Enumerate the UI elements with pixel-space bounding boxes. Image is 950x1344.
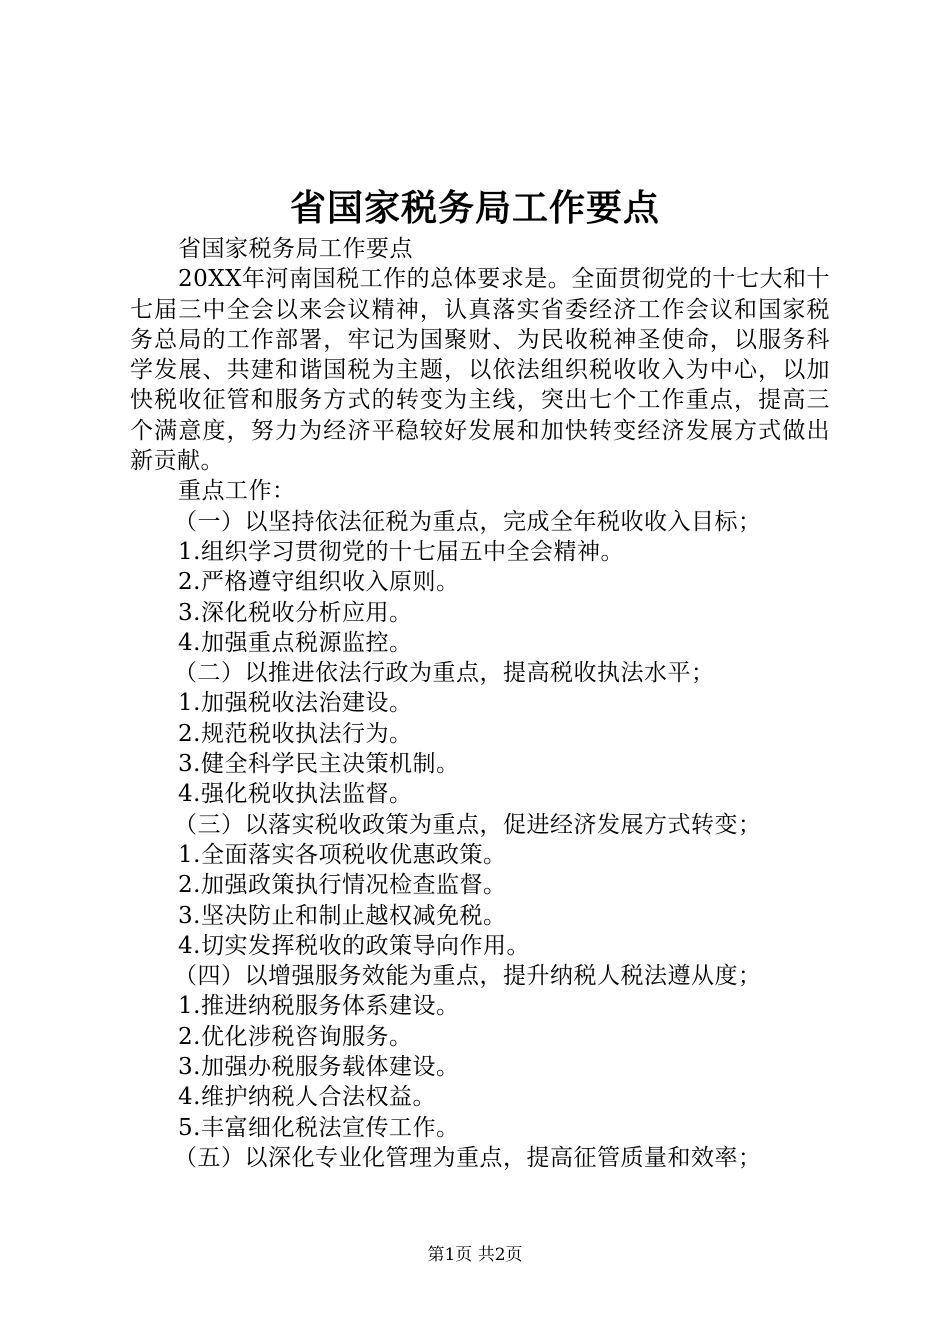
subtitle: 省国家税务局工作要点 bbox=[178, 236, 413, 262]
section-heading: （四）以增强服务效能为重点，提升纳税人税法遵从度； bbox=[174, 963, 762, 990]
list-item: 3.加强办税服务载体建设。 bbox=[178, 1054, 460, 1081]
intro-paragraph: 20XX年河南国税工作的总体要求是。全面贯彻党的十七大和十七届三中全会以来会议精神，认真落实省委经济工作会议和国家税务总局的工作部署，牢记为国聚财、为民收税神圣使命，以服务科学发展、共建和谐国税为主题，以依法组织税收收入为中心，以加快税收征管和服务方式的转变为主线，突出七个工作重点，提高三个满意度，努力为经济平稳较好发展和加快转变经济发展方式做出新贡献。 bbox=[130, 266, 830, 475]
document-body bbox=[130, 234, 830, 1173]
section-heading: （二）以推进依法行政为重点，提高税收执法水平； bbox=[174, 660, 715, 687]
document-title: 省国家税务局工作要点 bbox=[289, 187, 660, 229]
list-item: 4.切实发挥税收的政策导向作用。 bbox=[178, 932, 530, 959]
list-item: 3.坚决防止和制止越权减免税。 bbox=[178, 902, 507, 929]
list-item: 1.加强税收法治建设。 bbox=[178, 690, 413, 717]
section-heading: （一）以坚持依法征税为重点，完成全年税收收入目标； bbox=[174, 508, 762, 535]
list-item: 3.健全科学民主决策机制。 bbox=[178, 751, 460, 778]
list-item: 2.规范税收执法行为。 bbox=[178, 720, 413, 747]
list-item: 4.加强重点税源监控。 bbox=[178, 629, 413, 656]
list-item: 2.严格遵守组织收入原则。 bbox=[178, 569, 460, 596]
list-item: 2.加强政策执行情况检查监督。 bbox=[178, 872, 507, 899]
section-heading: （三）以落实税收政策为重点，促进经济发展方式转变； bbox=[174, 811, 762, 838]
key-work-label: 重点工作： bbox=[178, 478, 296, 505]
list-item: 3.深化税收分析应用。 bbox=[178, 599, 413, 626]
list-item: 1.组织学习贯彻党的十七届五中全会精神。 bbox=[178, 538, 624, 565]
page-footer: 第1页 共2页 bbox=[427, 1245, 523, 1265]
section-heading: （五）以深化专业化管理为重点，提高征管质量和效率； bbox=[174, 1144, 762, 1171]
list-item: 4.维护纳税人合法权益。 bbox=[178, 1084, 436, 1111]
list-item: 2.优化涉税咨询服务。 bbox=[178, 1023, 413, 1050]
list-item: 5.丰富细化税法宣传工作。 bbox=[178, 1114, 460, 1141]
list-item: 1.全面落实各项税收优惠政策。 bbox=[178, 841, 507, 868]
list-item: 1.推进纳税服务体系建设。 bbox=[178, 993, 460, 1020]
list-item: 4.强化税收执法监督。 bbox=[178, 781, 413, 808]
